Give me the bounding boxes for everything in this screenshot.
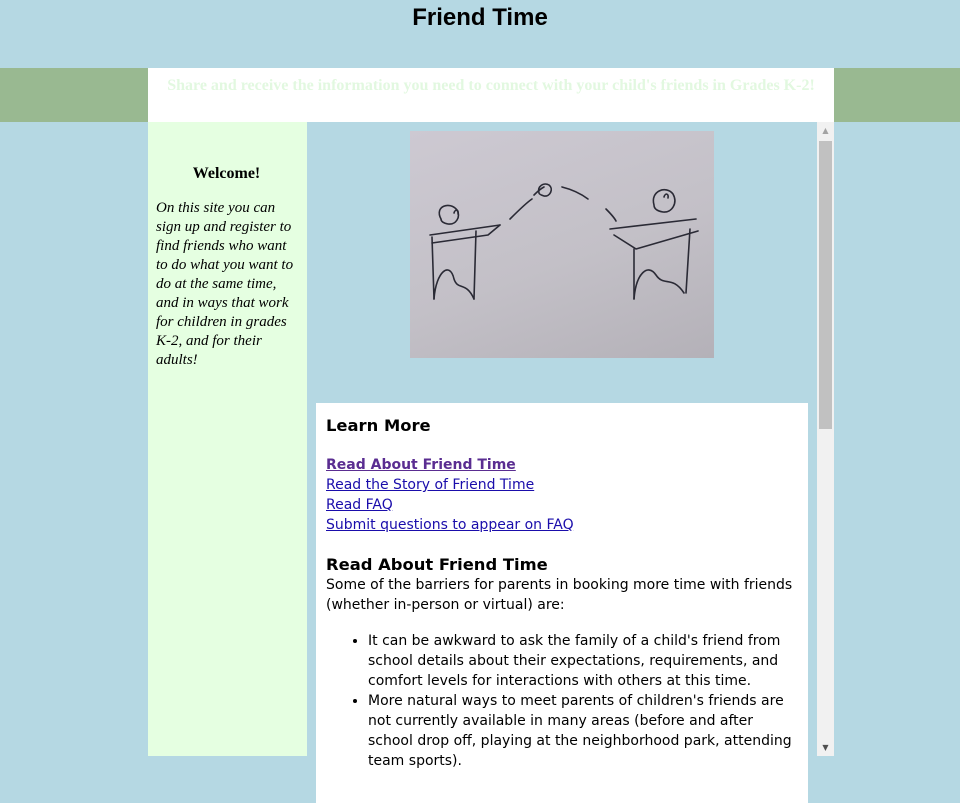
tagline: Share and receive the information you need to connect with your child's friends in Grades K-2! <box>148 68 834 122</box>
link-read-faq[interactable]: Read FAQ <box>326 497 393 513</box>
scroll-thumb[interactable] <box>819 141 832 429</box>
link-read-about[interactable]: Read About Friend Time <box>326 457 516 473</box>
intro-text: Some of the barriers for parents in booking more time with friends (whether in-person or virtual) are: <box>326 577 793 613</box>
barrier-list <box>326 631 798 771</box>
main-content <box>307 122 817 769</box>
site-title: Friend Time <box>412 4 548 31</box>
list-item: • More natural ways to meet parents of children's friends are not currently available in many areas (before and after school drop off, playing at the neighborhood park, attending team sports). <box>368 691 798 771</box>
welcome-heading: Welcome! <box>192 165 261 182</box>
learn-more-links <box>326 455 798 535</box>
link-read-story[interactable]: Read the Story of Friend Time <box>326 477 535 493</box>
list-item: • It can be awkward to ask the family of a child's friend from school details about their expectations, requirements, and comfort levels for interactions with others at this time. <box>368 631 798 691</box>
section-heading: Read About Friend Time <box>326 555 548 574</box>
link-submit-questions[interactable]: Submit questions to appear on FAQ <box>326 517 574 533</box>
left-sidebar <box>148 122 307 756</box>
scroll-up-icon[interactable]: ▲ <box>822 126 829 135</box>
scroll-down-icon[interactable]: ▼ <box>822 743 829 752</box>
learn-more-heading: Learn More <box>326 416 431 435</box>
hero-image <box>410 131 714 358</box>
content-card <box>316 403 808 803</box>
vertical-scrollbar[interactable] <box>817 122 834 756</box>
welcome-text: On this site you can sign up and register to find friends who want to do what you want to do at the same time, and in ways that work for children in grades K-2, and for their adults! <box>156 200 294 368</box>
